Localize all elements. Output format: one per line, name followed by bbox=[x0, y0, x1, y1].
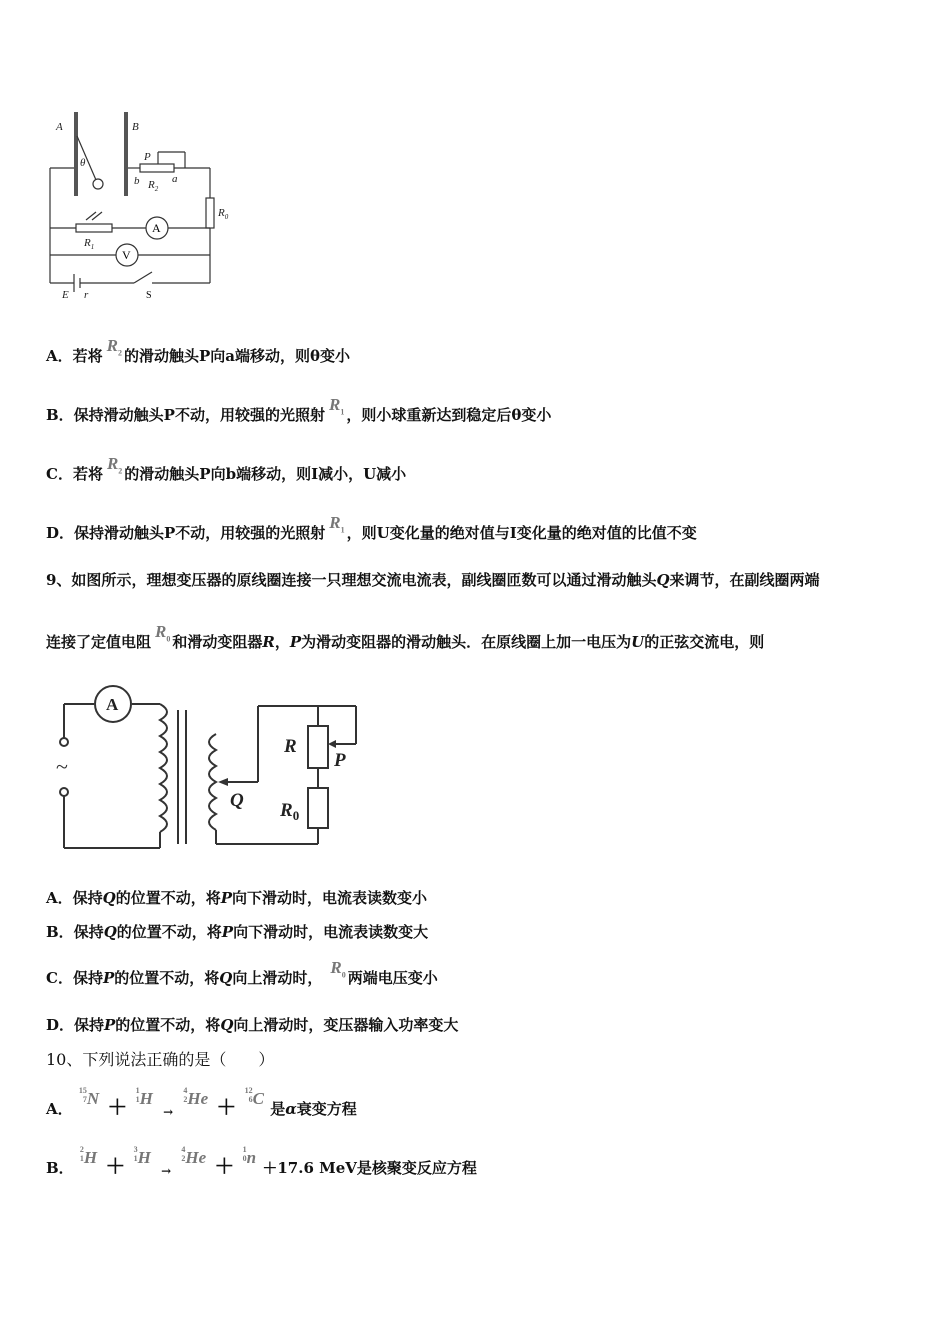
svg-text:R1 bbox=[83, 237, 94, 251]
nuclide-h3: 3 1H bbox=[133, 1145, 151, 1167]
end-b-label: b bbox=[134, 175, 140, 187]
ac-source-symbol: ~ bbox=[56, 754, 68, 779]
switch-label: S bbox=[146, 290, 152, 301]
r0-label: R bbox=[218, 207, 225, 219]
nuclide-n15: 15 7N bbox=[78, 1086, 100, 1108]
q9-stem-line2: 连接了定值电阻$R_0$ 和滑动变阻器R，P为滑动变阻器的滑动触头．在原线圈上加一电压为U的正弦交流电，则 bbox=[46, 622, 765, 651]
internal-r-label: r bbox=[84, 289, 89, 301]
r0-sub: 0 bbox=[224, 213, 229, 221]
plate-b-label: B bbox=[132, 121, 139, 133]
plate-a-label: A bbox=[56, 121, 63, 133]
slider-p-label: P bbox=[334, 750, 346, 771]
q10-stem: 10、下列说法正确的是（ ） bbox=[46, 1050, 275, 1069]
svg-text:R0 bbox=[279, 800, 299, 823]
q9-option-c: C．保持P的位置不动，将Q向上滑动时，$R_0$ 两端电压变小 bbox=[46, 958, 438, 987]
q8-option-a: A．若将$R_2$ 的滑动触头P向a端移动，则θ变小 bbox=[46, 336, 350, 365]
q9-stem-line1: 9、如图所示，理想变压器的原线圈连接一只理想交流电流表，副线圈匝数可以通过滑动触头Q来调节，在副线圈两端 bbox=[46, 571, 820, 589]
nuclide-h2: 2 1H bbox=[79, 1145, 98, 1167]
rheostat-r-label: R bbox=[284, 736, 297, 757]
emf-label: E bbox=[62, 289, 69, 301]
q9-option-d: D．保持P的位置不动，将Q向上滑动时，变压器输入功率变大 bbox=[46, 1016, 459, 1034]
svg-text:R2 bbox=[147, 179, 159, 193]
r1-sub: 1 bbox=[90, 243, 95, 251]
neutron: 1 0n bbox=[242, 1145, 257, 1167]
nuclide-he4: 4 2He bbox=[183, 1086, 209, 1108]
circuit-figure-1 bbox=[40, 108, 250, 303]
nuclide-h1: 1 1H bbox=[135, 1086, 153, 1108]
nuclide-he4: 4 2He bbox=[181, 1145, 207, 1167]
r0-label: R bbox=[280, 800, 293, 821]
r2-sub: 2 bbox=[154, 185, 159, 193]
q10-option-b: B． 2 1H ＋ 3 1H → 4 2He ＋ 1 0n ＋17.6 MeV是核聚变反应方程 bbox=[46, 1145, 477, 1178]
r1-label: R bbox=[84, 237, 91, 249]
q9-option-b: B．保持Q的位置不动，将P向下滑动时，电流表读数变大 bbox=[46, 923, 429, 941]
q9-option-a: A．保持Q的位置不动，将P向下滑动时，电流表读数变小 bbox=[46, 889, 428, 907]
q10-option-a: A． 15 7N ＋ 1 1H → 4 2He ＋ 12 6C 是α衰变方程 bbox=[46, 1086, 357, 1119]
tap-q-label: Q bbox=[230, 790, 244, 811]
nuclide-c12: 12 6C bbox=[244, 1086, 264, 1108]
q8-option-c: C．若将$R_2$ 的滑动触头P向b端移动，则I减小，U减小 bbox=[46, 454, 407, 483]
ammeter-label: A bbox=[152, 221, 161, 235]
r2-label: R bbox=[148, 179, 155, 191]
ammeter-label: A bbox=[106, 695, 119, 714]
svg-text:R0 bbox=[217, 207, 229, 221]
slider-p-label: P bbox=[144, 151, 151, 163]
q8-option-d: D．保持滑动触头P不动，用较强的光照射$R_1$ ，则U变化量的绝对值与I变化量的绝对值的比值不变 bbox=[46, 513, 697, 542]
transformer-figure bbox=[56, 682, 366, 854]
voltmeter-label: V bbox=[122, 248, 131, 262]
theta-label: θ bbox=[80, 157, 86, 169]
end-a-label: a bbox=[172, 173, 178, 185]
q8-option-b: B．保持滑动触头P不动，用较强的光照射$R_1$ ，则小球重新达到稳定后θ变小 bbox=[46, 395, 552, 424]
r0-sub: 0 bbox=[292, 808, 300, 823]
